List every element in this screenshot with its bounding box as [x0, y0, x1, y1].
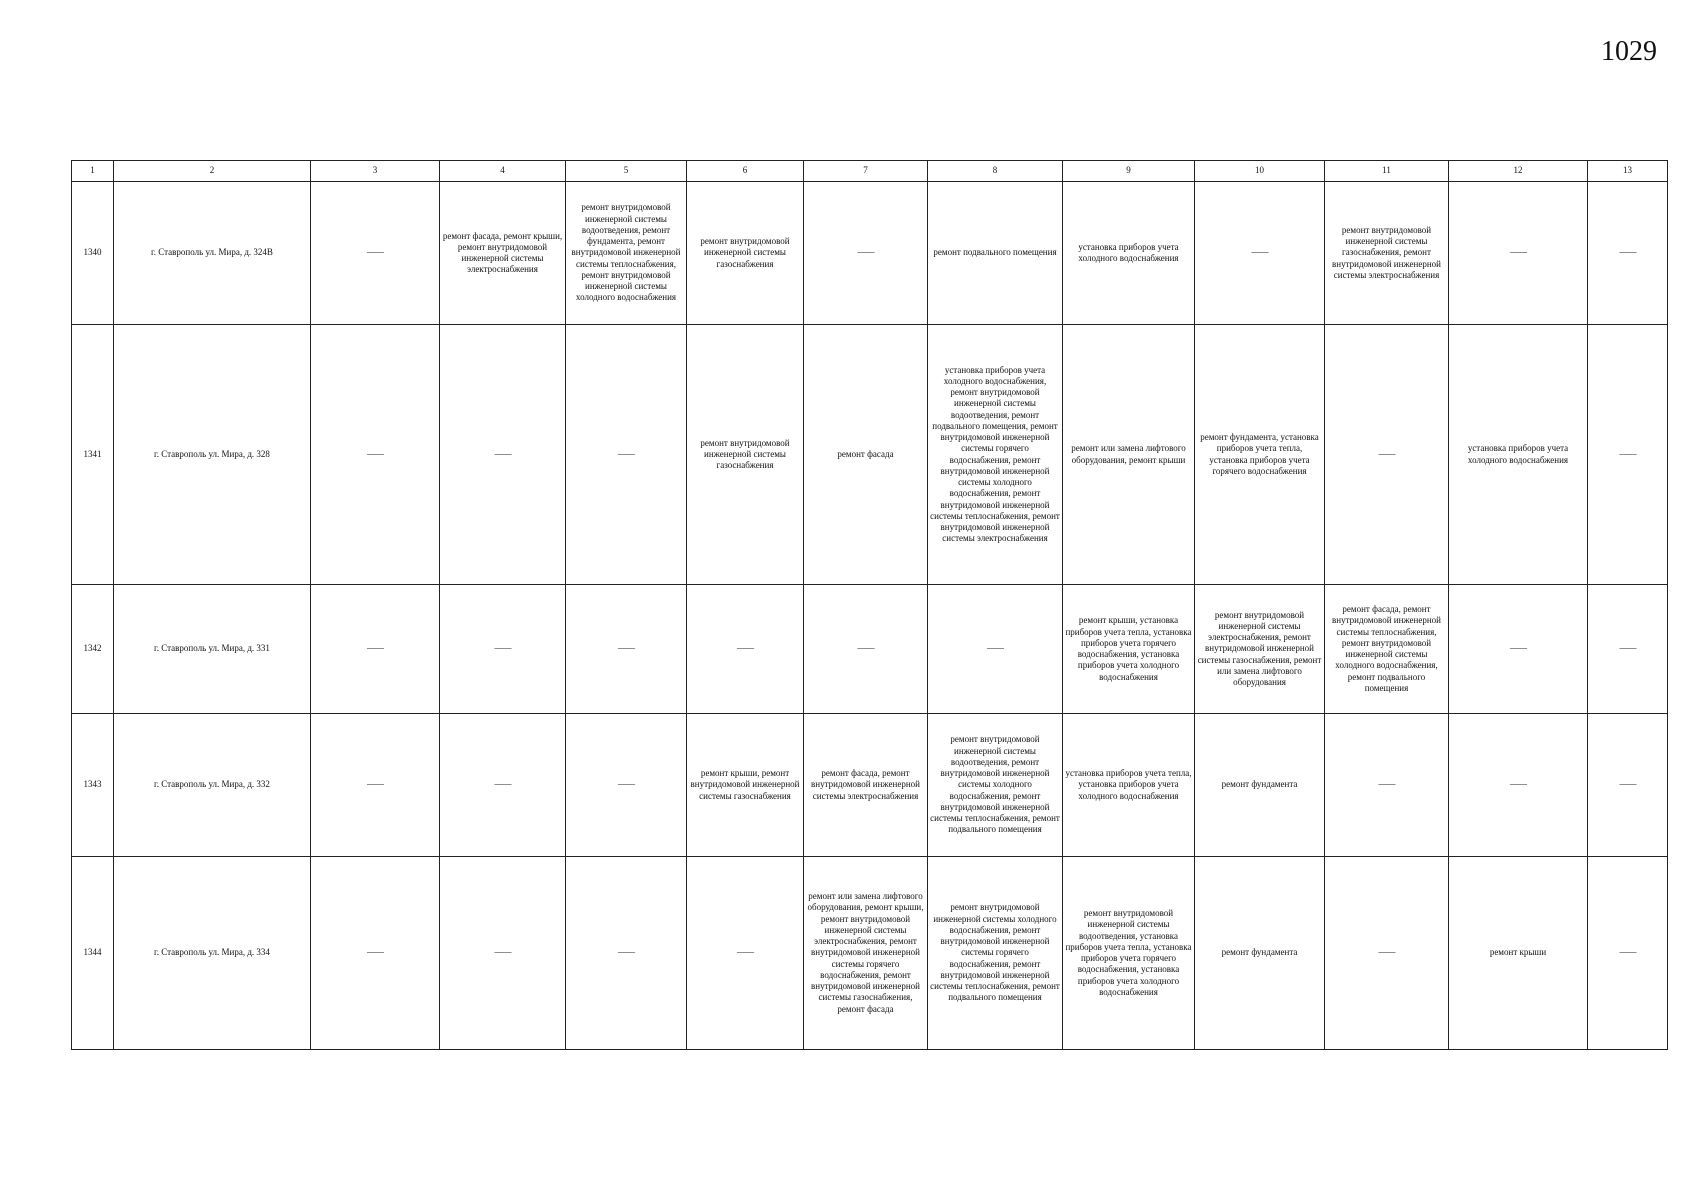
table-cell: ремонт фундамента [1195, 714, 1325, 857]
table-row [72, 325, 1668, 585]
table-cell: ремонт фасада, ремонт внутридомовой инженерной системы электроснабжения [804, 714, 928, 857]
table-cell: —— [687, 857, 804, 1050]
table-cell: —— [1449, 714, 1588, 857]
table-cell: ремонт крыши, ремонт внутридомовой инженерной системы газоснабжения [687, 714, 804, 857]
table-row [72, 182, 1668, 325]
column-header: 3 [311, 161, 440, 182]
table-cell: —— [311, 325, 440, 585]
table-cell: —— [1449, 585, 1588, 714]
table-cell: —— [566, 325, 687, 585]
row-number: 1344 [72, 857, 114, 1050]
table-row [72, 585, 1668, 714]
table-cell: —— [687, 585, 804, 714]
address-cell: г. Ставрополь ул. Мира, д. 324В [114, 182, 311, 325]
table-cell: —— [1195, 182, 1325, 325]
table-cell: ремонт фасада, ремонт внутридомовой инженерной системы теплоснабжения, ремонт внутридомовой инженерной системы холодного водоснабжения, ремонт подвального помещения [1325, 585, 1449, 714]
table-cell: установка приборов учета холодного водоснабжения [1449, 325, 1588, 585]
address-cell: г. Ставрополь ул. Мира, д. 334 [114, 857, 311, 1050]
table-cell: —— [1588, 857, 1668, 1050]
column-number-row [72, 161, 1668, 182]
row-number: 1341 [72, 325, 114, 585]
table-cell: ремонт внутридомовой инженерной системы газоснабжения [687, 325, 804, 585]
table-cell: —— [440, 325, 566, 585]
table-cell: —— [1325, 325, 1449, 585]
column-header: 4 [440, 161, 566, 182]
table-cell: ремонт или замена лифтового оборудования, ремонт крыши [1063, 325, 1195, 585]
table-cell: —— [804, 585, 928, 714]
column-header: 13 [1588, 161, 1668, 182]
table-cell: установка приборов учета холодного водоснабжения, ремонт внутридомовой инженерной системы водоотведения, ремонт подвального помещения, ремонт внутридомовой инженерной системы горячего водоснабжения, ремонт внутридомовой инженерной системы холодного водоснабжения, ремонт внутридомовой инженерной системы теплоснабжения, ремонт внутридомовой инженерной системы электроснабжения [928, 325, 1063, 585]
table-cell: ремонт крыши, установка приборов учета тепла, установка приборов учета горячего водоснабжения, установка приборов учета холодного водоснабжения [1063, 585, 1195, 714]
address-cell: г. Ставрополь ул. Мира, д. 331 [114, 585, 311, 714]
table-cell: ремонт или замена лифтового оборудования, ремонт крыши, ремонт внутридомовой инженерной системы электроснабжения, ремонт внутридомовой инженерной системы горячего водоснабжения, ремонт внутридомовой инженерной системы газоснабжения, ремонт фасада [804, 857, 928, 1050]
column-header: 2 [114, 161, 311, 182]
column-header: 9 [1063, 161, 1195, 182]
column-header: 5 [566, 161, 687, 182]
table-cell: ремонт фасада, ремонт крыши, ремонт внутридомовой инженерной системы электроснабжения [440, 182, 566, 325]
table-cell: —— [804, 182, 928, 325]
address-cell: г. Ставрополь ул. Мира, д. 328 [114, 325, 311, 585]
table-cell: ремонт внутридомовой инженерной системы газоснабжения, ремонт внутридомовой инженерной системы электроснабжения [1325, 182, 1449, 325]
table-cell: —— [440, 857, 566, 1050]
repair-schedule-table [71, 160, 1668, 1050]
table-cell: ремонт внутридомовой инженерной системы холодного водоснабжения, ремонт внутридомовой инженерной системы горячего водоснабжения, ремонт внутридомовой инженерной системы теплоснабжения, ремонт подвального помещения [928, 857, 1063, 1050]
table-cell: —— [1588, 585, 1668, 714]
row-number: 1342 [72, 585, 114, 714]
table-cell: установка приборов учета холодного водоснабжения [1063, 182, 1195, 325]
row-number: 1343 [72, 714, 114, 857]
table-cell: ремонт фундамента [1195, 857, 1325, 1050]
column-header: 1 [72, 161, 114, 182]
table-cell: —— [566, 585, 687, 714]
table-cell: ремонт внутридомовой инженерной системы водоотведения, установка приборов учета тепла, установка приборов учета горячего водоснабжения, установка приборов учета холодного водоснабжения [1063, 857, 1195, 1050]
table-cell: ремонт крыши [1449, 857, 1588, 1050]
table-cell: ремонт внутридомовой инженерной системы газоснабжения [687, 182, 804, 325]
table-cell: ремонт внутридомовой инженерной системы электроснабжения, ремонт внутридомовой инженерной системы газоснабжения, ремонт или замена лифтового оборудования [1195, 585, 1325, 714]
address-cell: г. Ставрополь ул. Мира, д. 332 [114, 714, 311, 857]
table-cell: —— [311, 857, 440, 1050]
table-cell: ремонт внутридомовой инженерной системы водоотведения, ремонт фундамента, ремонт внутридомовой инженерной системы теплоснабжения, ремонт внутридомовой инженерной системы холодного водоснабжения [566, 182, 687, 325]
column-header: 7 [804, 161, 928, 182]
table-cell: —— [928, 585, 1063, 714]
table-cell: —— [1588, 325, 1668, 585]
table-row [72, 714, 1668, 857]
table-cell: —— [1449, 182, 1588, 325]
page-number: 1029 [1601, 36, 1657, 67]
table-cell: —— [566, 857, 687, 1050]
table-cell: —— [440, 585, 566, 714]
column-header: 11 [1325, 161, 1449, 182]
table-cell: —— [311, 585, 440, 714]
column-header: 12 [1449, 161, 1588, 182]
table-cell: —— [1588, 182, 1668, 325]
table-cell: ремонт фасада [804, 325, 928, 585]
column-header: 6 [687, 161, 804, 182]
table-cell: —— [440, 714, 566, 857]
column-header: 10 [1195, 161, 1325, 182]
table-cell: —— [311, 182, 440, 325]
table-cell: —— [311, 714, 440, 857]
table-cell: —— [1588, 714, 1668, 857]
table-cell: ремонт внутридомовой инженерной системы водоотведения, ремонт внутридомовой инженерной системы холодного водоснабжения, ремонт внутридомовой инженерной системы теплоснабжения, ремонт подвального помещения [928, 714, 1063, 857]
row-number: 1340 [72, 182, 114, 325]
table-cell: установка приборов учета тепла, установка приборов учета холодного водоснабжения [1063, 714, 1195, 857]
table-cell: —— [1325, 714, 1449, 857]
table-cell: ремонт подвального помещения [928, 182, 1063, 325]
table-cell: —— [1325, 857, 1449, 1050]
table-cell: —— [566, 714, 687, 857]
column-header: 8 [928, 161, 1063, 182]
table-cell: ремонт фундамента, установка приборов учета тепла, установка приборов учета горячего водоснабжения [1195, 325, 1325, 585]
table-row [72, 857, 1668, 1050]
